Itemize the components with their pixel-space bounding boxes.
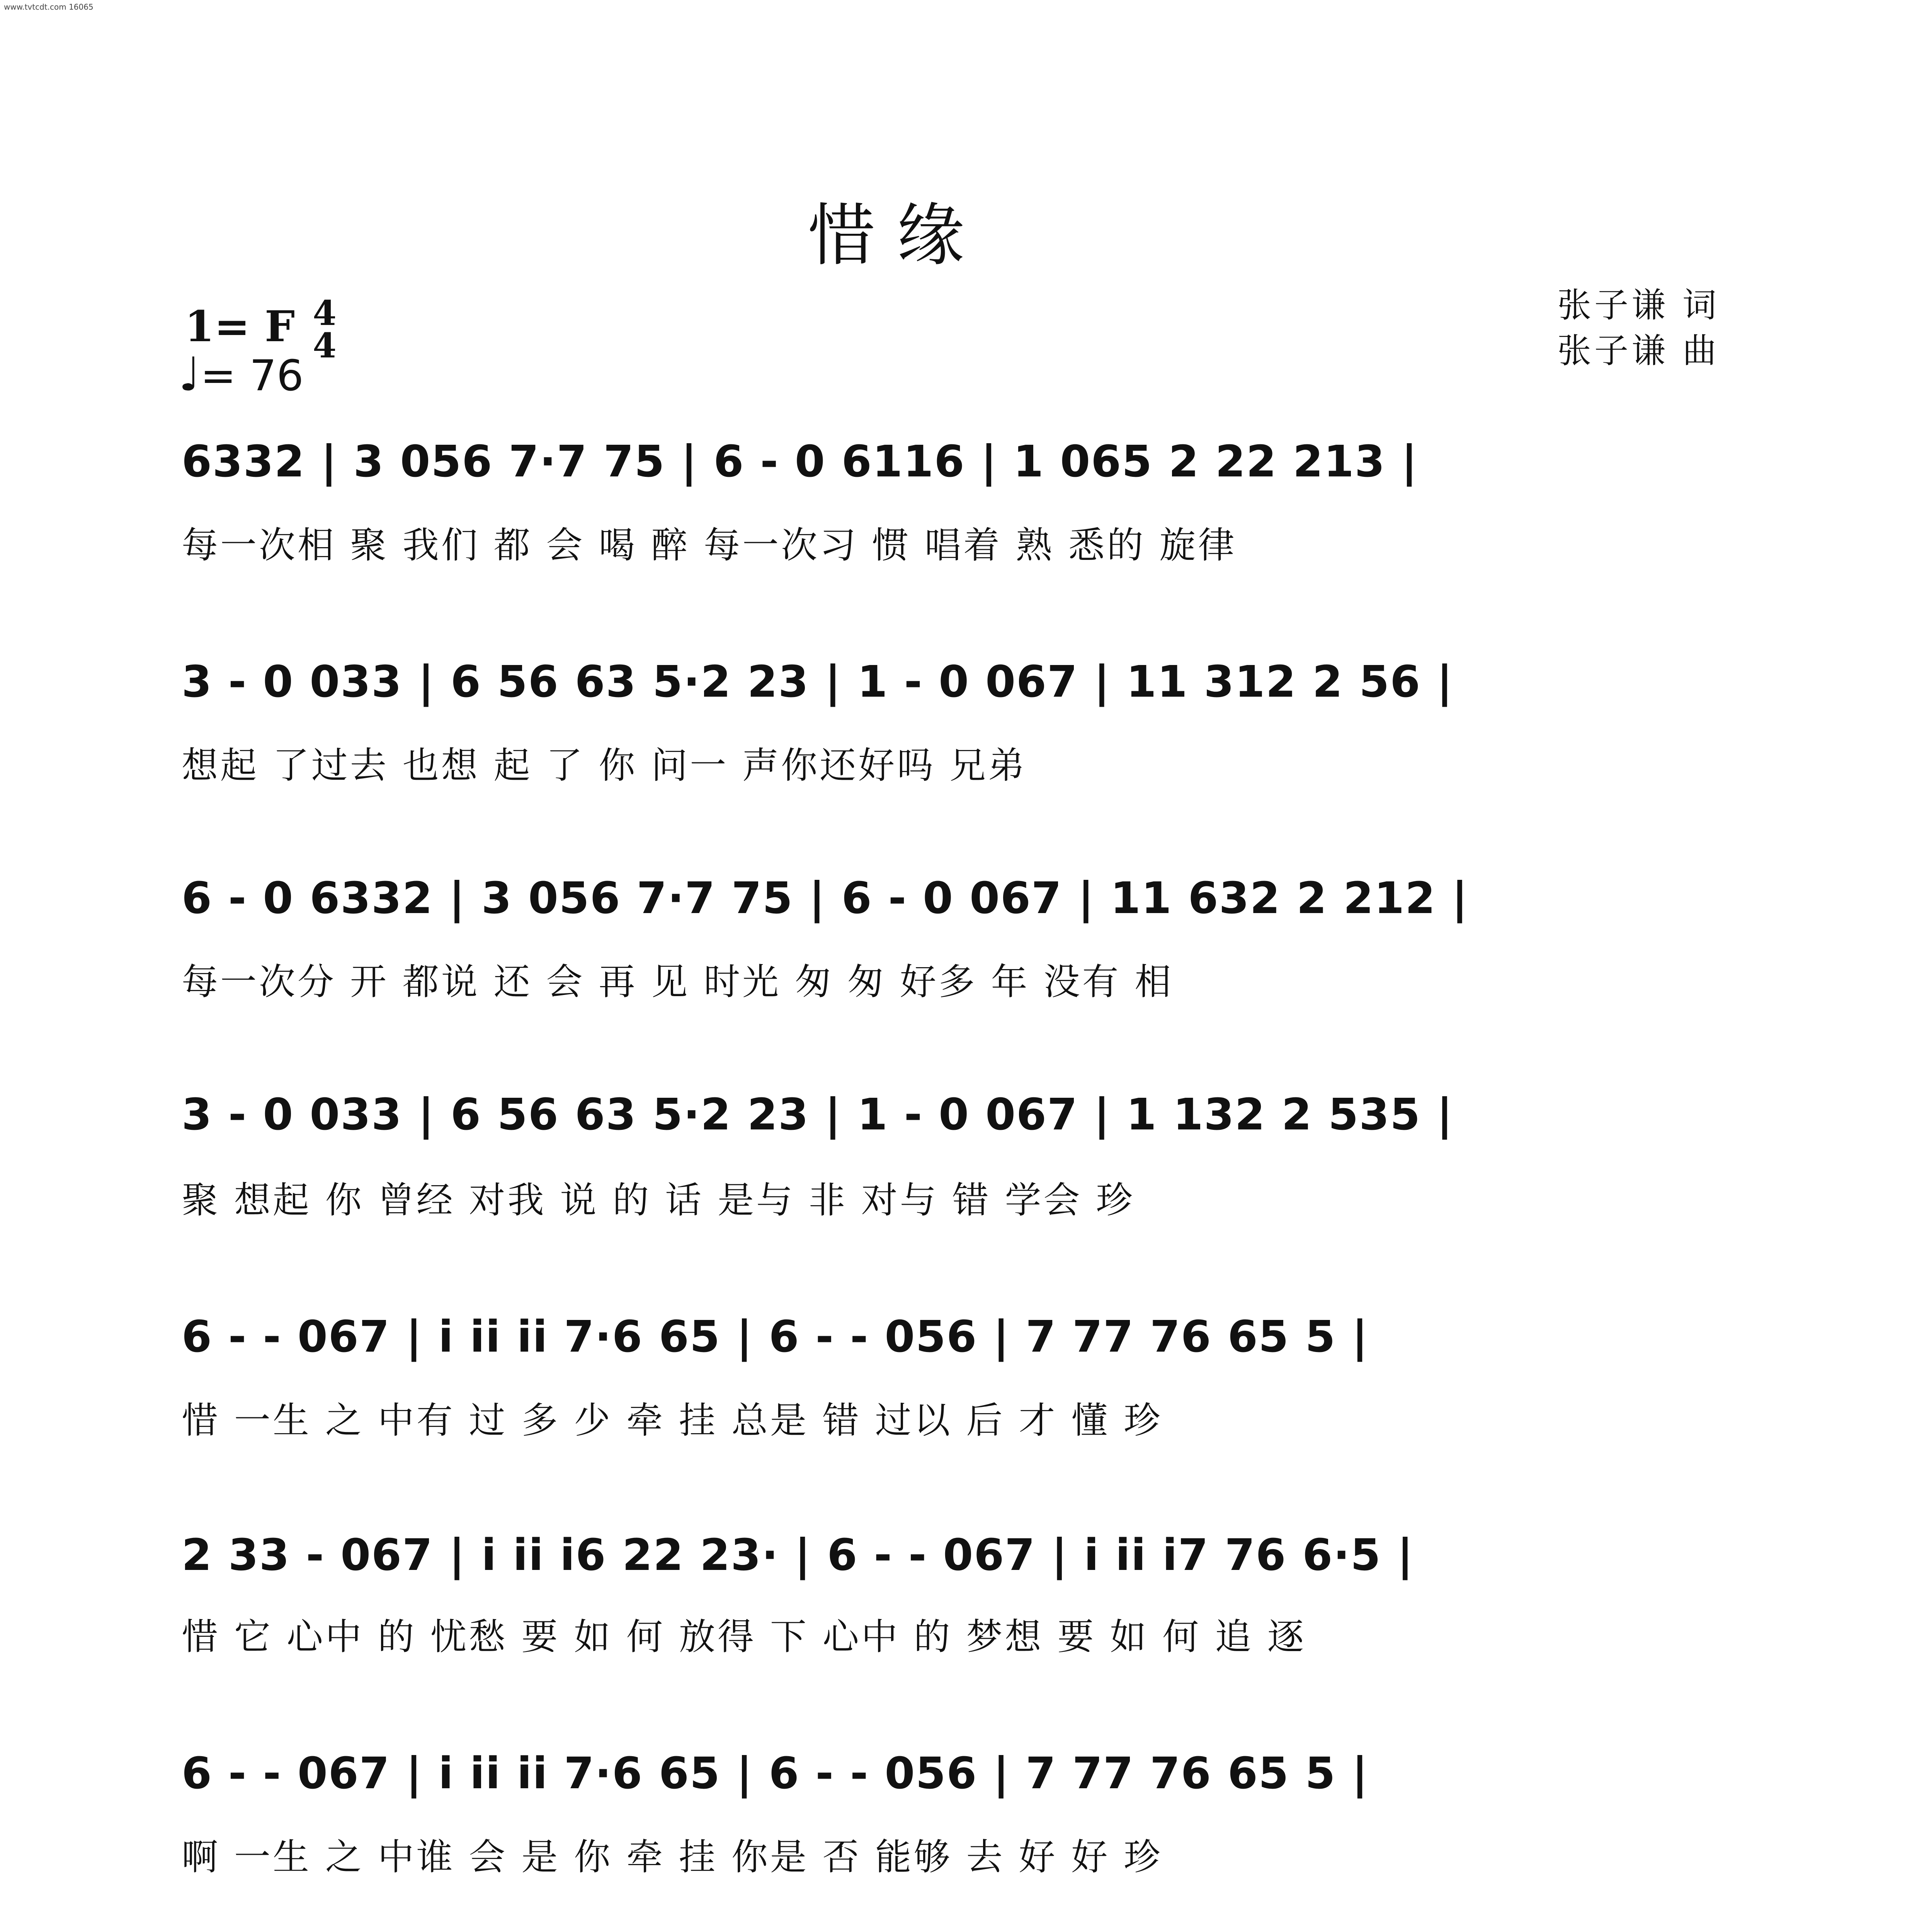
page-title: 惜 缘	[808, 197, 964, 275]
lyric-line-5: 惜 一生 之 中有 过 多 少 牵 挂 总是 错 过以 后 才 懂 珍	[182, 1400, 1163, 1442]
tempo-marking	[179, 348, 304, 401]
header-note: www.tvtcdt.com 16065	[4, 2, 94, 12]
melody-line-4: 3 - 0 033 | 6 56 63 5·2 23 | 1 - 0 067 | 1 132 2 535 |	[182, 1090, 1454, 1140]
lyric-line-1: 每一次相 聚 我们 都 会 喝 醉 每一次习 惯 唱着 熟 悉的 旋律	[182, 524, 1237, 566]
time-signature-bottom: 4	[313, 325, 337, 366]
melody-line-3: 6 - 0 6332 | 3 056 7·7 75 | 6 - 0 067 | 11 632 2 212 |	[182, 873, 1469, 923]
melody-line-1: 6332 | 3 056 7·7 75 | 6 - 0 6116 | 1 065 2 22 213 |	[182, 437, 1418, 487]
lyric-line-3: 每一次分 开 都说 还 会 再 见 时光 匆 匆 好多 年 没有 相	[182, 961, 1174, 1003]
quarter-note-icon: ♩	[179, 348, 201, 401]
lyric-line-4: 聚 想起 你 曾经 对我 说 的 话 是与 非 对与 错 学会 珍	[182, 1179, 1135, 1221]
time-signature	[307, 293, 342, 366]
melody-line-6: 2 33 - 067 | i ii i6 22 23· | 6 - - 067 | i ii i7 76 6·5 |	[182, 1530, 1414, 1580]
time-signature-top: 4	[313, 293, 337, 333]
lyric-line-2: 想起 了过去 也想 起 了 你 问一 声你还好吗 兄弟	[182, 745, 1027, 787]
melody-line-2: 3 - 0 033 | 6 56 63 5·2 23 | 1 - 0 067 | 11 312 2 56 |	[182, 657, 1454, 707]
tempo-value: = 76	[200, 351, 304, 400]
composer-credit: 张子谦 曲	[1557, 331, 1720, 371]
lyricist-credit: 张子谦 词	[1557, 285, 1720, 325]
lyric-line-6: 惜 它 心中 的 忧愁 要 如 何 放得 下 心中 的 梦想 要 如 何 追 逐	[182, 1616, 1306, 1658]
key-signature: 1= F	[185, 301, 295, 351]
melody-line-7: 6 - - 067 | i ii ii 7·6 65 | 6 - - 056 | 7 77 76 65 5 |	[182, 1748, 1369, 1799]
melody-line-5: 6 - - 067 | i ii ii 7·6 65 | 6 - - 056 | 7 77 76 65 5 |	[182, 1312, 1369, 1362]
lyric-line-7: 啊 一生 之 中谁 会 是 你 牵 挂 你是 否 能够 去 好 好 珍	[182, 1836, 1163, 1878]
